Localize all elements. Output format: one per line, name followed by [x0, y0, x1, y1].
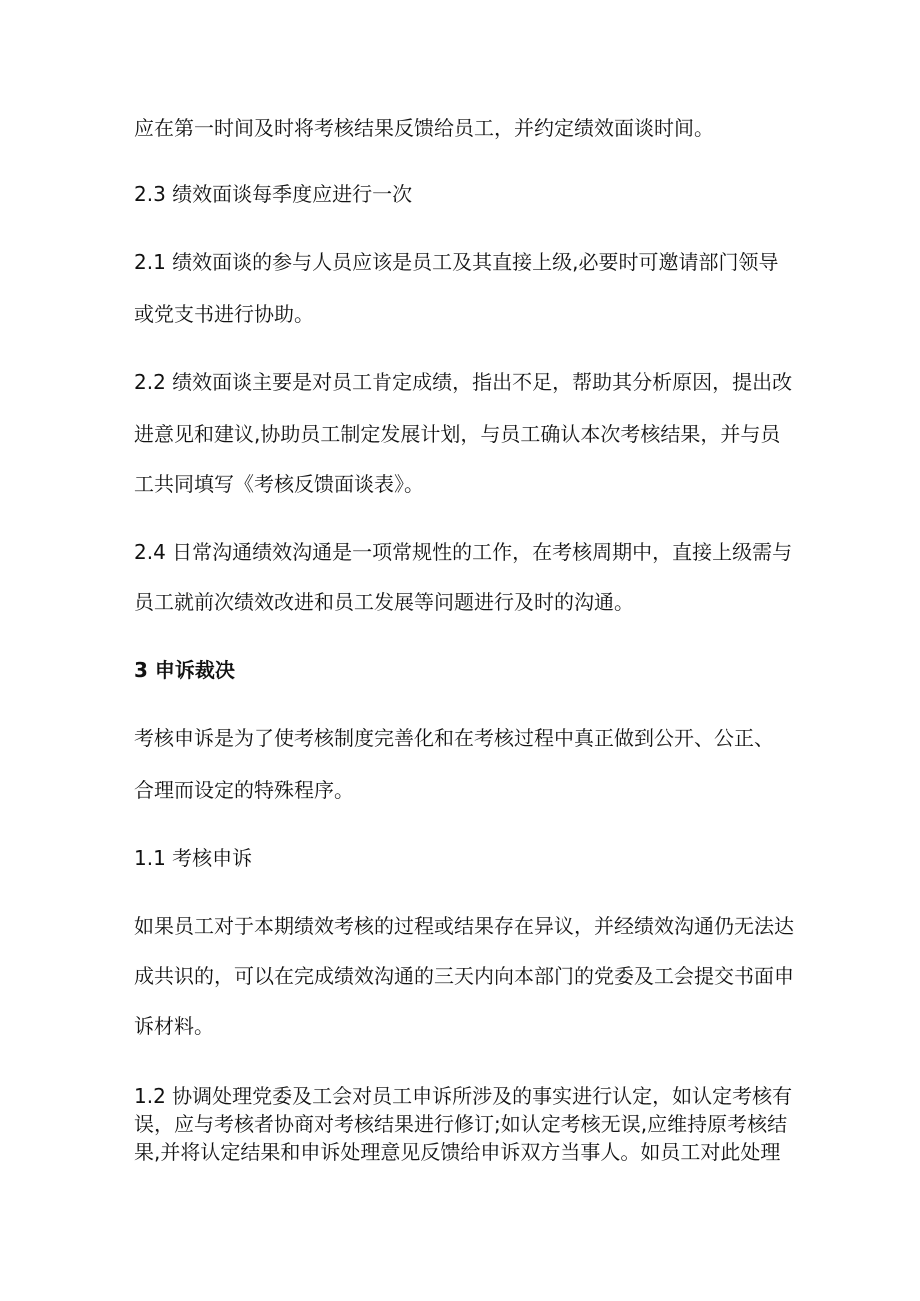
- paragraph-line: 2.1 绩效面谈的参与人员应该是员工及其直接上级,必要时可邀请部门领导: [134, 250, 779, 274]
- paragraph-line: 误，应与考核者协商对考核结果进行修订;如认定考核无误,应维持原考核结: [134, 1112, 788, 1136]
- paragraph-line: 如果员工对于本期绩效考核的过程或结果存在异议，并经绩效沟通仍无法达: [134, 914, 794, 938]
- paragraph-line: 进意见和建议,协助员工制定发展计划，与员工确认本次考核结果，并与员: [134, 422, 781, 446]
- section-1-1-heading: 1.1 考核申诉: [134, 846, 253, 870]
- paragraph-line: 2.2 绩效面谈主要是对员工肯定成绩，指出不足，帮助其分析原因，提出改: [134, 370, 793, 394]
- paragraph-line: 工共同填写《考核反馈面谈表》。: [134, 472, 424, 496]
- paragraph-line: 诉材料。: [134, 1014, 214, 1038]
- paragraph-line: 2.4 日常沟通绩效沟通是一项常规性的工作，在考核周期中，直接上级需与: [134, 540, 793, 564]
- paragraph-line: 考核申诉是为了使考核制度完善化和在考核过程中真正做到公开、公正、: [134, 726, 774, 750]
- paragraph-line: 应在第一时间及时将考核结果反馈给员工，并约定绩效面谈时间。: [134, 116, 714, 140]
- paragraph-line: 或党支书进行协助。: [134, 302, 314, 326]
- paragraph-line: 成共识的，可以在完成绩效沟通的三天内向本部门的党委及工会提交书面申: [134, 964, 794, 988]
- section-2-3-heading: 2.3 绩效面谈每季度应进行一次: [134, 182, 413, 206]
- paragraph-line: 果,并将认定结果和申诉处理意见反馈给申诉双方当事人。如员工对此处理: [134, 1140, 781, 1164]
- section-3-heading: 3 申诉裁决: [134, 658, 235, 682]
- paragraph-line: 合理而设定的特殊程序。: [134, 778, 354, 802]
- paragraph-line: 1.2 协调处理党委及工会对员工申诉所涉及的事实进行认定，如认定考核有: [134, 1084, 793, 1108]
- paragraph-line: 员工就前次绩效改进和员工发展等问题进行及时的沟通。: [134, 590, 634, 614]
